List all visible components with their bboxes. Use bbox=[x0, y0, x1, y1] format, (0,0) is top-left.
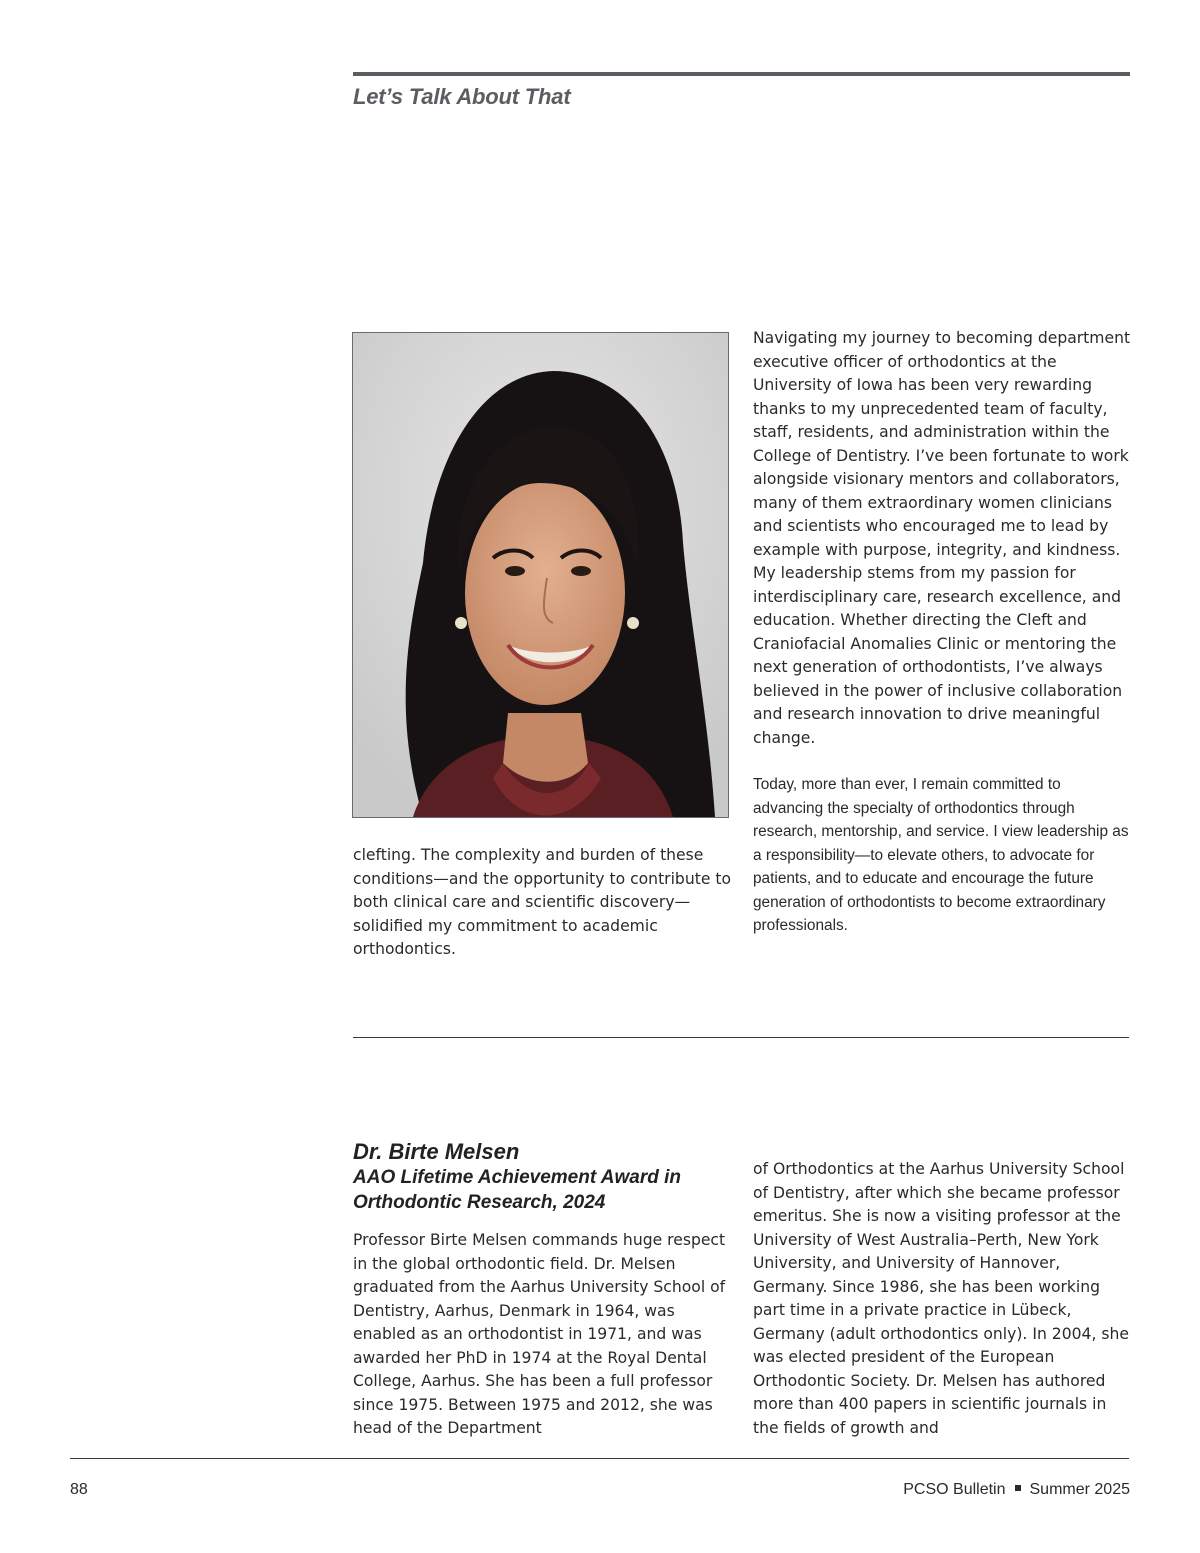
section-title: Let’s Talk About That bbox=[353, 84, 571, 109]
header-rule bbox=[353, 72, 1130, 76]
section-divider bbox=[353, 1037, 1129, 1038]
article1-right-paragraph-1: Navigating my journey to becoming department executive officer of orthodontics at the University of Iowa has been very rewarding thanks to my unprecedented team of faculty, staff, residents, and administration within the College of Dentistry. I’ve been fortunate to work alongside visionary mentors and collaborators, many of them extraordinary women clinicians and scientists who encouraged me to lead by example with purpose, integrity, and kindness. My leadership stems from my passion for interdisciplinary care, research excellence, and education. Whether directing the Cleft and Craniofacial Anomalies Clinic or mentoring the next generation of orthodontists, I’ve always believed in the power of inclusive collaboration and research innovation to drive meaningful change. bbox=[753, 329, 1131, 747]
issue-date: Summer 2025 bbox=[1029, 1481, 1130, 1498]
portrait-illustration bbox=[353, 333, 728, 817]
page-number: 88 bbox=[70, 1481, 88, 1498]
portrait-photo bbox=[352, 332, 729, 818]
award-title-line-1: AAO Lifetime Achievement Award in bbox=[353, 1167, 681, 1188]
award-title-line-2: Orthodontic Research, 2024 bbox=[353, 1192, 606, 1213]
separator-square-icon bbox=[1015, 1485, 1021, 1491]
article1-left-column: clefting. The complexity and burden of these conditions—and the opportunity to contribute to both clinical care and scientific discovery—solidified my commitment to academic orthodontics. bbox=[353, 846, 732, 958]
article1-right-paragraph-2: Today, more than ever, I remain committed to advancing the specialty of orthodontics through research, mentorship, and service. I view leadership as a responsibility—to elevate others, to advocate for patients, and to educate and encourage the future generation of orthodontists to become extraordinary professionals. bbox=[753, 776, 1129, 934]
article2-left-column: Professor Birte Melsen commands huge respect in the global orthodontic field. Dr. Melsen graduated from the Aarhus University School of Dentistry, Aarhus, Denmark in 1964, was enabled as an orthodontist in 1971, and was awarded her PhD in 1974 at the Royal Dental College, Aarhus. She has been a full professor since 1975. Between 1975 and 2012, she was head of the Department bbox=[353, 1231, 726, 1437]
honoree-name: Dr. Birte Melsen bbox=[353, 1139, 520, 1164]
running-footer bbox=[903, 1481, 1130, 1499]
footer-rule bbox=[70, 1458, 1129, 1459]
article2-right-column: of Orthodontics at the Aarhus University School of Dentistry, after which she became professor emeritus. She is now a visiting professor at the University of West Australia–Perth, New York University, and University of Hannover, Germany. Since 1986, she has been working part time in a private practice in Lübeck, Germany (adult orthodontics only). In 2004, she was elected president of the European Orthodontic Society. Dr. Melsen has authored more than 400 papers in scientific journals in the fields of growth and bbox=[753, 1160, 1129, 1437]
publication-name: PCSO Bulletin bbox=[903, 1481, 1006, 1498]
